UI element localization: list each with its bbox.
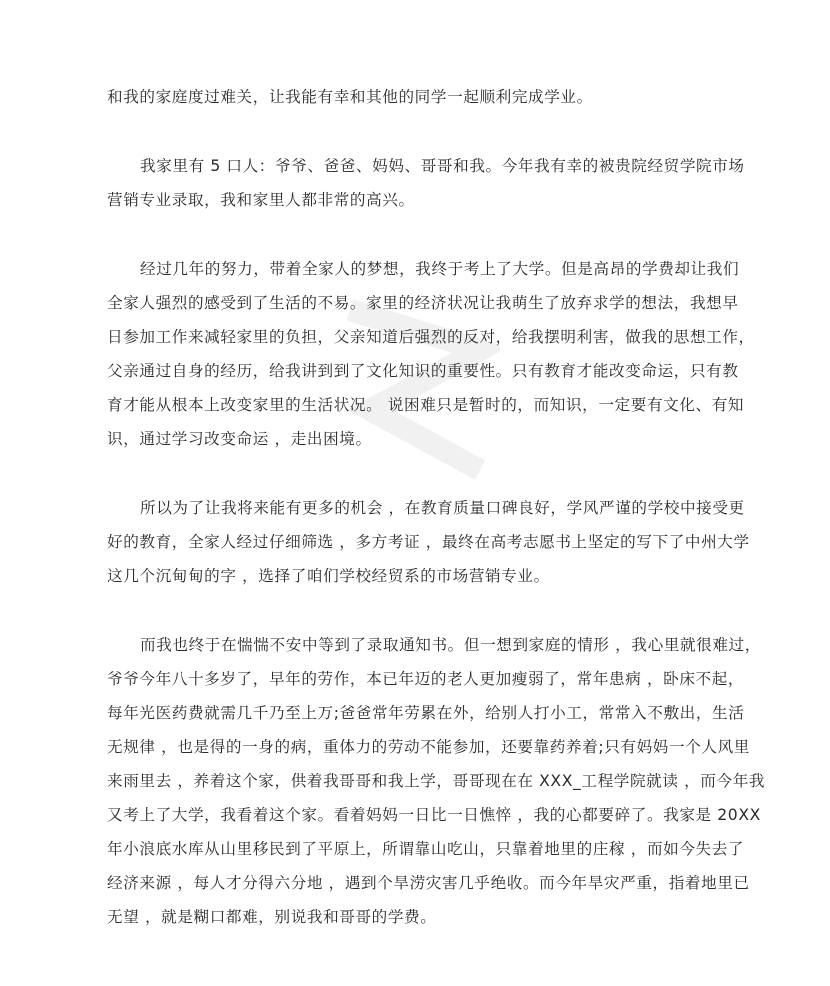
text-line: 每年光医药费就需几千乃至上万;爸爸常年劳累在外，给别人打小工，常常入不敷出，生活 <box>107 704 745 722</box>
text-line: 全家人强烈的感受到了生活的不易。家里的经济状况让我萌生了放弃求学的想法，我想早 <box>107 294 739 312</box>
text-line: 和我的家庭度过难关，让我能有幸和其他的同学一起顺利完成学业。 <box>107 88 593 106</box>
text-line: 而我也终于在惴惴不安中等到了录取通知书。但一想到家庭的情形 ，我心里就很难过， <box>140 636 761 654</box>
text-line: 来雨里去 ，养着这个家，供着我哥哥和我上学，哥哥现在在 XXX_工程学院就读 ，而今年我 <box>107 772 766 790</box>
text-line: 无望 ，就是糊口都难，别说我和哥哥的学费。 <box>107 908 437 926</box>
text-line: 育才能从根本上改变家里的生活状况。 说困难只是暂时的，而知识，一定要有文化、有知 <box>107 396 745 414</box>
text-line: 这几个沉甸甸的字 ，选择了咱们学校经贸系的市场营销专业。 <box>107 567 550 585</box>
text-line: 经济来源 ，每人才分得六分地 ，遇到个旱涝灾害几乎绝收。而今年旱灾严重，指着地里已 <box>107 874 750 892</box>
text-line: 经过几年的努力，带着全家人的梦想，我终于考上了大学。但是高昂的学费却让我们 <box>140 260 740 278</box>
paragraph <box>107 256 755 460</box>
paragraph <box>107 84 732 118</box>
paragraph <box>107 632 766 938</box>
text-line: 又考上了大学，我看着这个家。看着妈妈一日比一日憔悴 ，我的心都要碎了。我家是 20XX <box>107 806 761 824</box>
text-line: 营销专业录取，我和家里人都非常的高兴。 <box>107 191 415 209</box>
text-line: 我家里有 5 口人：爷爷、爸爸、妈妈、哥哥和我。今年我有幸的被贵院经贸学院市场 <box>140 157 745 175</box>
paragraph <box>107 153 745 221</box>
text-line: 父亲通过自身的经历，给我讲到到了文化知识的重要性。只有教育才能改变命运，只有教 <box>107 362 739 380</box>
text-line: 无规律 ，也是得的一身的病，重体力的劳动不能参加，还要靠药养着;只有妈妈一个人风里 <box>107 738 750 756</box>
document-page <box>107 84 766 973</box>
paragraph <box>107 495 750 597</box>
text-line: 年小浪底水库从山里移民到了平原上，所谓靠山吃山，只靠着地里的庄稼 ，而如今失去了 <box>107 840 745 858</box>
text-line: 好的教育，全家人经过仔细筛选 ，多方考证 ，最终在高考志愿书上坚定的写下了中州大学 <box>107 533 750 551</box>
text-line: 所以为了让我将来能有更多的机会 ，在教育质量口碑良好，学风严谨的学校中接受更 <box>140 499 745 517</box>
text-line: 识，通过学习改变命运 ，走出困境。 <box>107 430 372 448</box>
text-line: 日参加工作来减轻家里的负担，父亲知道后强烈的反对，给我摆明利害，做我的思想工作， <box>107 328 755 346</box>
text-line: 爷爷今年八十多岁了，早年的劳作，本已年迈的老人更加瘦弱了，常年患病 ，卧床不起， <box>107 670 745 688</box>
